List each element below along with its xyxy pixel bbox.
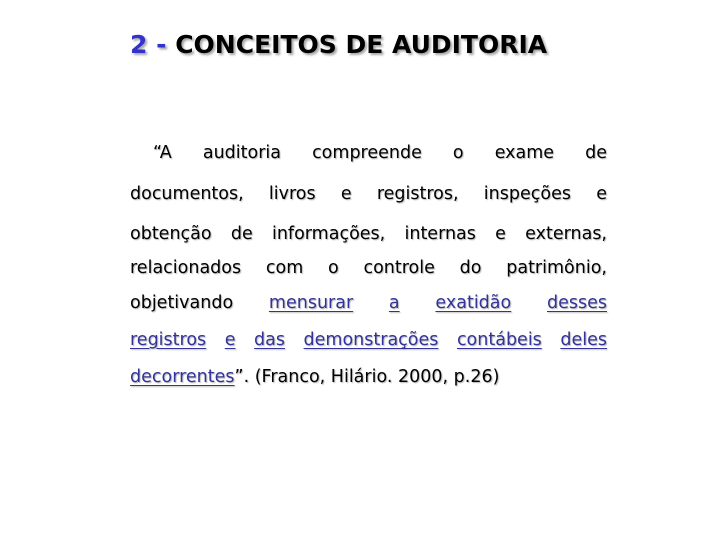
link-das[interactable]: das [254,330,285,350]
word: informações, [271,224,386,244]
word: internas [404,224,476,244]
citation-text: ”. (Franco, Hilário. 2000, p.26) [234,367,500,387]
word: externas, [525,224,607,244]
quote-line-7 [130,367,607,387]
quote-line-1 [153,143,607,163]
link-mensurar[interactable]: mensurar [268,293,354,313]
word: auditoria [202,143,281,163]
word: registros, [376,184,459,204]
word: patrimônio, [506,258,607,278]
quote-line-6 [130,330,607,350]
word: e [596,184,607,204]
word: com [265,258,304,278]
word: livros [268,184,316,204]
link-exatidao[interactable]: exatidão [435,293,512,313]
word: controle [363,258,435,278]
link-e[interactable]: e [224,330,236,350]
word: inspeções [483,184,571,204]
title-number: 2 - [130,30,167,59]
word: e [340,184,352,204]
word: do [459,258,482,278]
link-decorrentes[interactable]: decorrentes [130,367,235,387]
slide-title [130,30,547,59]
link-registros[interactable]: registros [130,330,207,350]
word: de [585,143,607,163]
word: compreende [312,143,422,163]
word: exame [494,143,555,163]
word: documentos, [130,184,244,204]
link-deles[interactable]: deles [560,330,607,350]
word: objetivando [130,293,234,313]
word: “A [153,143,172,163]
link-a[interactable]: a [388,293,400,313]
link-demonstracoes[interactable]: demonstrações [303,330,439,350]
link-contabeis[interactable]: contábeis [456,330,542,350]
title-text: CONCEITOS DE AUDITORIA [175,30,548,59]
quote-line-5 [130,293,607,313]
word: e [495,224,506,244]
link-desses[interactable]: desses [547,293,607,313]
quote-line-4 [130,258,607,278]
quote-line-3 [130,224,607,244]
word: o [452,143,464,163]
word: de [230,224,253,244]
quote-line-2 [130,184,607,204]
word: relacionados [130,258,242,278]
word: obtenção [130,224,212,244]
word: o [328,258,339,278]
